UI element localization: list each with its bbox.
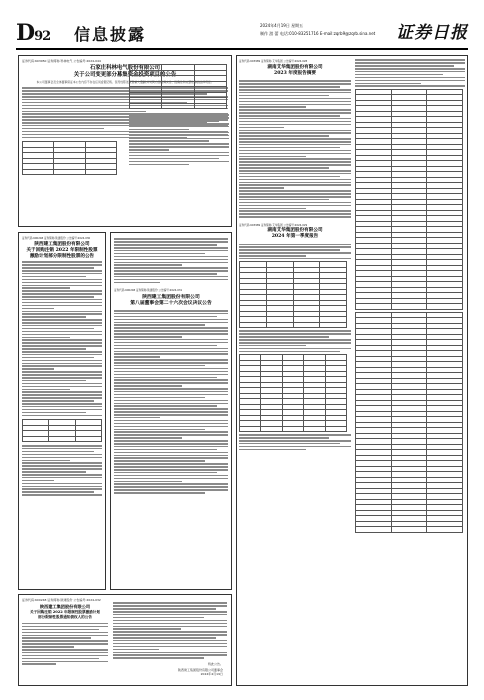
- article-table: [22, 141, 117, 175]
- article-notice: 本公司董事会及全体董事保证本公告内容不存在任何虚假记载、误导性陈述或者重大遗漏,并对其内容的真实性、准确性和完整性承担法律责任。: [36, 80, 214, 84]
- q1-financial-table: [239, 261, 347, 328]
- page-number: [16, 20, 50, 46]
- article-table: [22, 419, 102, 442]
- signoff-company: 陕西建工集团股份有限公司董事会: [177, 668, 223, 673]
- article-body-upper: [111, 233, 231, 283]
- annual-report-column: [239, 58, 351, 452]
- article-kelin-electric: [18, 55, 232, 227]
- article-code-line: 证券代码:603050 证券简称:科林电气 公告编号:2024-044: [22, 59, 101, 63]
- article-aihua-reports: [236, 55, 468, 686]
- newspaper-logo: 证券日报: [396, 23, 468, 43]
- section-title: 信息披露: [74, 25, 147, 44]
- balance-sheet-column: [355, 58, 465, 535]
- page-digits: 92: [34, 29, 51, 44]
- article-title-subject: 关于回购注销 2022 年限制性股票: [26, 248, 98, 253]
- article-code-line-q1: 证券代码:603989 证券简称:艾华集团 公告编号:2024-029: [239, 224, 308, 228]
- signoff: 特此公告。: [207, 662, 223, 667]
- article-title-subject: 关于公司变更部分募集资金投资项目的公告: [73, 72, 177, 78]
- income-statement-table: [355, 312, 463, 533]
- article-title-company: 湖南艾华集团股份有限公司: [267, 65, 323, 70]
- signoff-date: 2024年4月19日: [200, 672, 223, 677]
- article-title-subject-cont: 部分限制性股票通知债权人的公告: [38, 614, 92, 619]
- q1-shareholder-table: [239, 354, 347, 432]
- article-shaanxi-repurchase: [18, 232, 106, 590]
- dateline: 2024年4月19日 星期五: [260, 23, 304, 28]
- article-title-company-q1: 湖南艾华集团股份有限公司: [267, 228, 323, 234]
- balance-sheet-table: [355, 89, 463, 310]
- masthead-rule: [16, 48, 468, 50]
- article-shaanxi-board-resolution: [110, 232, 232, 590]
- page-letter: D: [16, 20, 35, 46]
- article-title-subject: 关于回购注销 2022 年限制性股票激励计划: [29, 609, 100, 614]
- article-code-line: 证券代码:600248 证券简称:陕建股份 公告编号:2024-031: [114, 288, 183, 292]
- article-right-column: [129, 64, 229, 166]
- article-title-company: 陕西建工集团股份有限公司: [39, 604, 91, 609]
- article-title-company: 陕西建工集团股份有限公司: [142, 293, 200, 300]
- article-code-line: 证券代码:600248 证券简称:陕建股份 公告编号:2024-030: [22, 237, 91, 240]
- article-table-right: [129, 64, 227, 109]
- article-shaanxi-creditor-notice: [18, 594, 232, 686]
- article-title-subject-cont: 激励计划部分限制性股票的公告: [29, 254, 95, 259]
- article-title-company: 石家庄科林电气股份有限公司: [89, 65, 161, 71]
- article-code-line: 证券代码:600248 证券简称:陕建股份 公告编号:2024-032: [22, 598, 101, 602]
- article-title-company: 陕西建工集团股份有限公司: [34, 242, 90, 247]
- article-title-subject: 第八届董事会第二十六次会议决议公告: [130, 300, 212, 307]
- article-body: [111, 307, 231, 494]
- contact-line: 制作 游 蕾 电话:010-83251716 E-mail:zqrb9@zqrb.sina.net: [260, 31, 376, 36]
- article-code-line: 证券代码:603989 证券简称:艾华集团 公告编号:2024-028: [239, 60, 308, 63]
- article-body: [19, 261, 105, 416]
- article-title-subject: 2023 年度报告摘要: [274, 71, 316, 76]
- article-title-subject-q1: 2024 年第一季度报告: [271, 234, 319, 240]
- masthead: [16, 20, 468, 46]
